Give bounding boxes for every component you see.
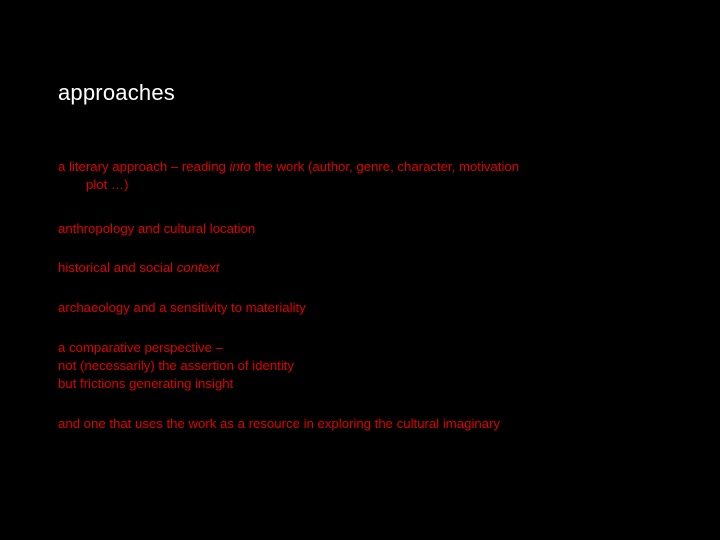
page-title: approaches xyxy=(58,80,175,105)
literary-text-line2: plot …) xyxy=(86,176,129,192)
bullet-anthropology: anthropology and cultural location xyxy=(58,220,256,236)
bullet-comparative-line1: a comparative perspective – xyxy=(58,340,223,356)
bullet-archaeology: archaeology and a sensitivity to materiality xyxy=(58,300,306,316)
literary-text-pre: a literary approach – reading xyxy=(58,159,230,174)
literary-text-italic: into xyxy=(229,159,251,174)
historical-text-pre: historical and social xyxy=(58,260,177,276)
literary-text-post: the work (author, genre, character, motivation xyxy=(250,159,520,174)
slide-body xyxy=(58,158,658,432)
historical-text-italic: context xyxy=(176,260,220,276)
bullet-comparative-line2: not (necessarily) the assertion of identity xyxy=(58,357,295,373)
bullet-comparative-line3: but frictions generating insight xyxy=(58,375,234,391)
bullet-cultural-imaginary: and one that uses the work as a resource in exploring the cultural imaginary xyxy=(58,415,501,431)
bullet-literary-approach xyxy=(58,158,658,194)
bullet-historical xyxy=(58,259,658,277)
